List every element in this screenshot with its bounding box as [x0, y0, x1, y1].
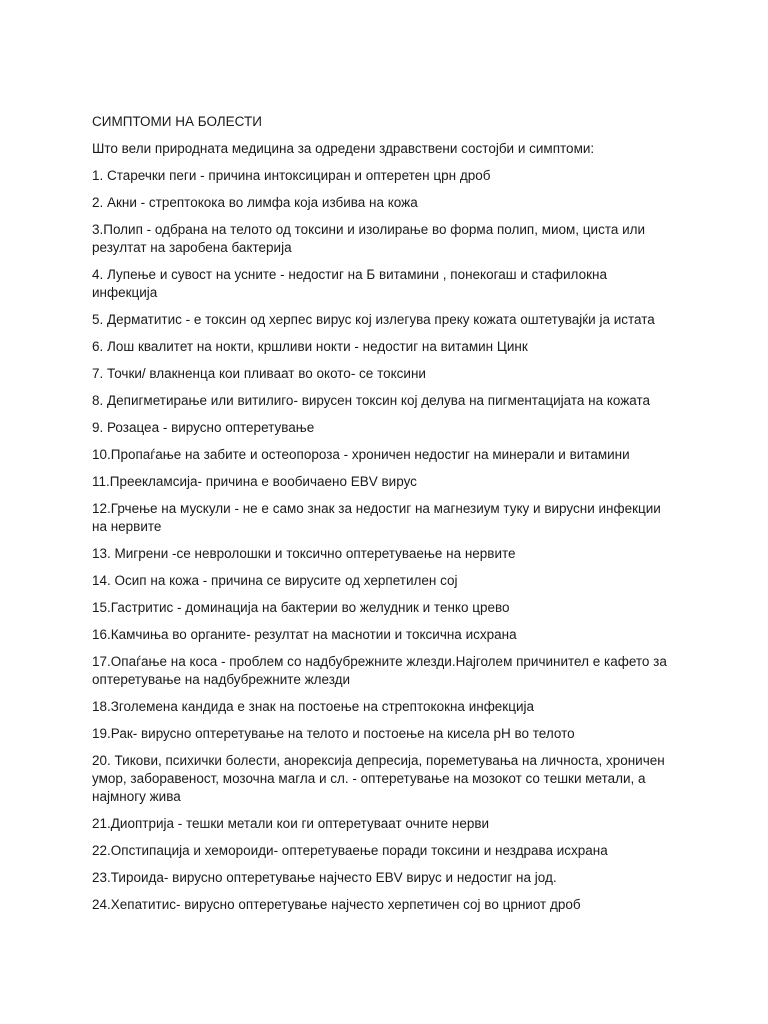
- list-item: 18.Зголемена кандида е знак на постоење на стрептококна инфекција: [92, 699, 534, 714]
- document-intro: Што вели природната медицина за одредени здравствени состојби и симптоми:: [92, 141, 595, 156]
- list-item: 2. Акни - стрептокока во лимфа која избива на кожа: [92, 195, 418, 210]
- list-item: 6. Лош квалитет на нокти, кршливи нокти - недостиг на витамин Цинк: [92, 339, 528, 354]
- list-item: 20. Тикови, психички болести, анорексија депресија, пореметувања на личноста, хроничен умор, заборавеност, мозочна магла и сл. - оптеретување на мозокот со тешки метали, а најмногу жива: [92, 753, 665, 804]
- list-item: 21.Диоптрија - тешки метали кои ги оптеретуваат очните нерви: [92, 816, 490, 831]
- list-item: 4. Лупење и сувост на усните - недостиг на Б витамини , понекогаш и стафилокна инфекција: [92, 267, 607, 300]
- list-item: 11.Преекламсија- причина е вообичаено EBV вирус: [92, 474, 417, 489]
- list-item: 13. Мигрени -се невролошки и токсично оптеретуваење на нервите: [92, 546, 516, 561]
- list-item: 10.Пропаѓање на забите и остеопороза - хроничен недостиг на минерали и витамини: [92, 447, 630, 462]
- list-item: 12.Грчење на мускули - не е само знак за недостиг на магнезиум туку и вирусни инфекции на нервите: [92, 501, 661, 534]
- list-item: 14. Осип на кожа - причина се вирусите од херпетилен сој: [92, 573, 458, 588]
- list-item: 1. Старечки пеги - причина интоксициран и оптеретен црн дроб: [92, 168, 491, 183]
- list-item: 8. Депигметирање или витилиго- вирусен токсин кој делува на пигментацијата на кожата: [92, 393, 651, 408]
- list-item: 23.Тироида- вирусно оптеретување најчесто EBV вирус и недостиг на јод.: [92, 870, 557, 885]
- list-item: 3.Полип - одбрана на телото од токсини и изолирање во форма полип, миом, циста или резултат на заробена бактерија: [92, 222, 646, 255]
- document-content: [92, 113, 672, 923]
- list-item: 5. Дерматитис - е токсин од херпес вирус кој излегува преку кожата оштетувајќи ја истата: [92, 312, 655, 327]
- list-item: 22.Опстипација и хемороиди- оптеретуваење поради токсини и нездрава исхрана: [92, 843, 608, 858]
- list-item: 9. Розацеа - вирусно оптеретување: [92, 420, 315, 435]
- list-item: 19.Рак- вирусно оптеретување на телото и постоење на кисела pH во телото: [92, 726, 575, 741]
- list-item: 16.Камчиња во органите- резултат на маснотии и токсична исхрана: [92, 627, 517, 642]
- list-item: 7. Точки/ влакненца кои пливаат во окото- се токсини: [92, 366, 426, 381]
- list-item: 24.Хепатитис- вирусно оптеретување најчесто херпетичен сој во црниот дроб: [92, 897, 581, 912]
- list-item: 17.Опаѓање на коса - проблем со надбубрежните жлезди.Најголем причинител е кафето за оптеретување на надбубрежните жлезди: [92, 654, 667, 687]
- document-title: СИМПТОМИ НА БОЛЕСТИ: [92, 114, 262, 129]
- list-item: 15.Гастритис - доминација на бактерии во желудник и тенко црево: [92, 600, 510, 615]
